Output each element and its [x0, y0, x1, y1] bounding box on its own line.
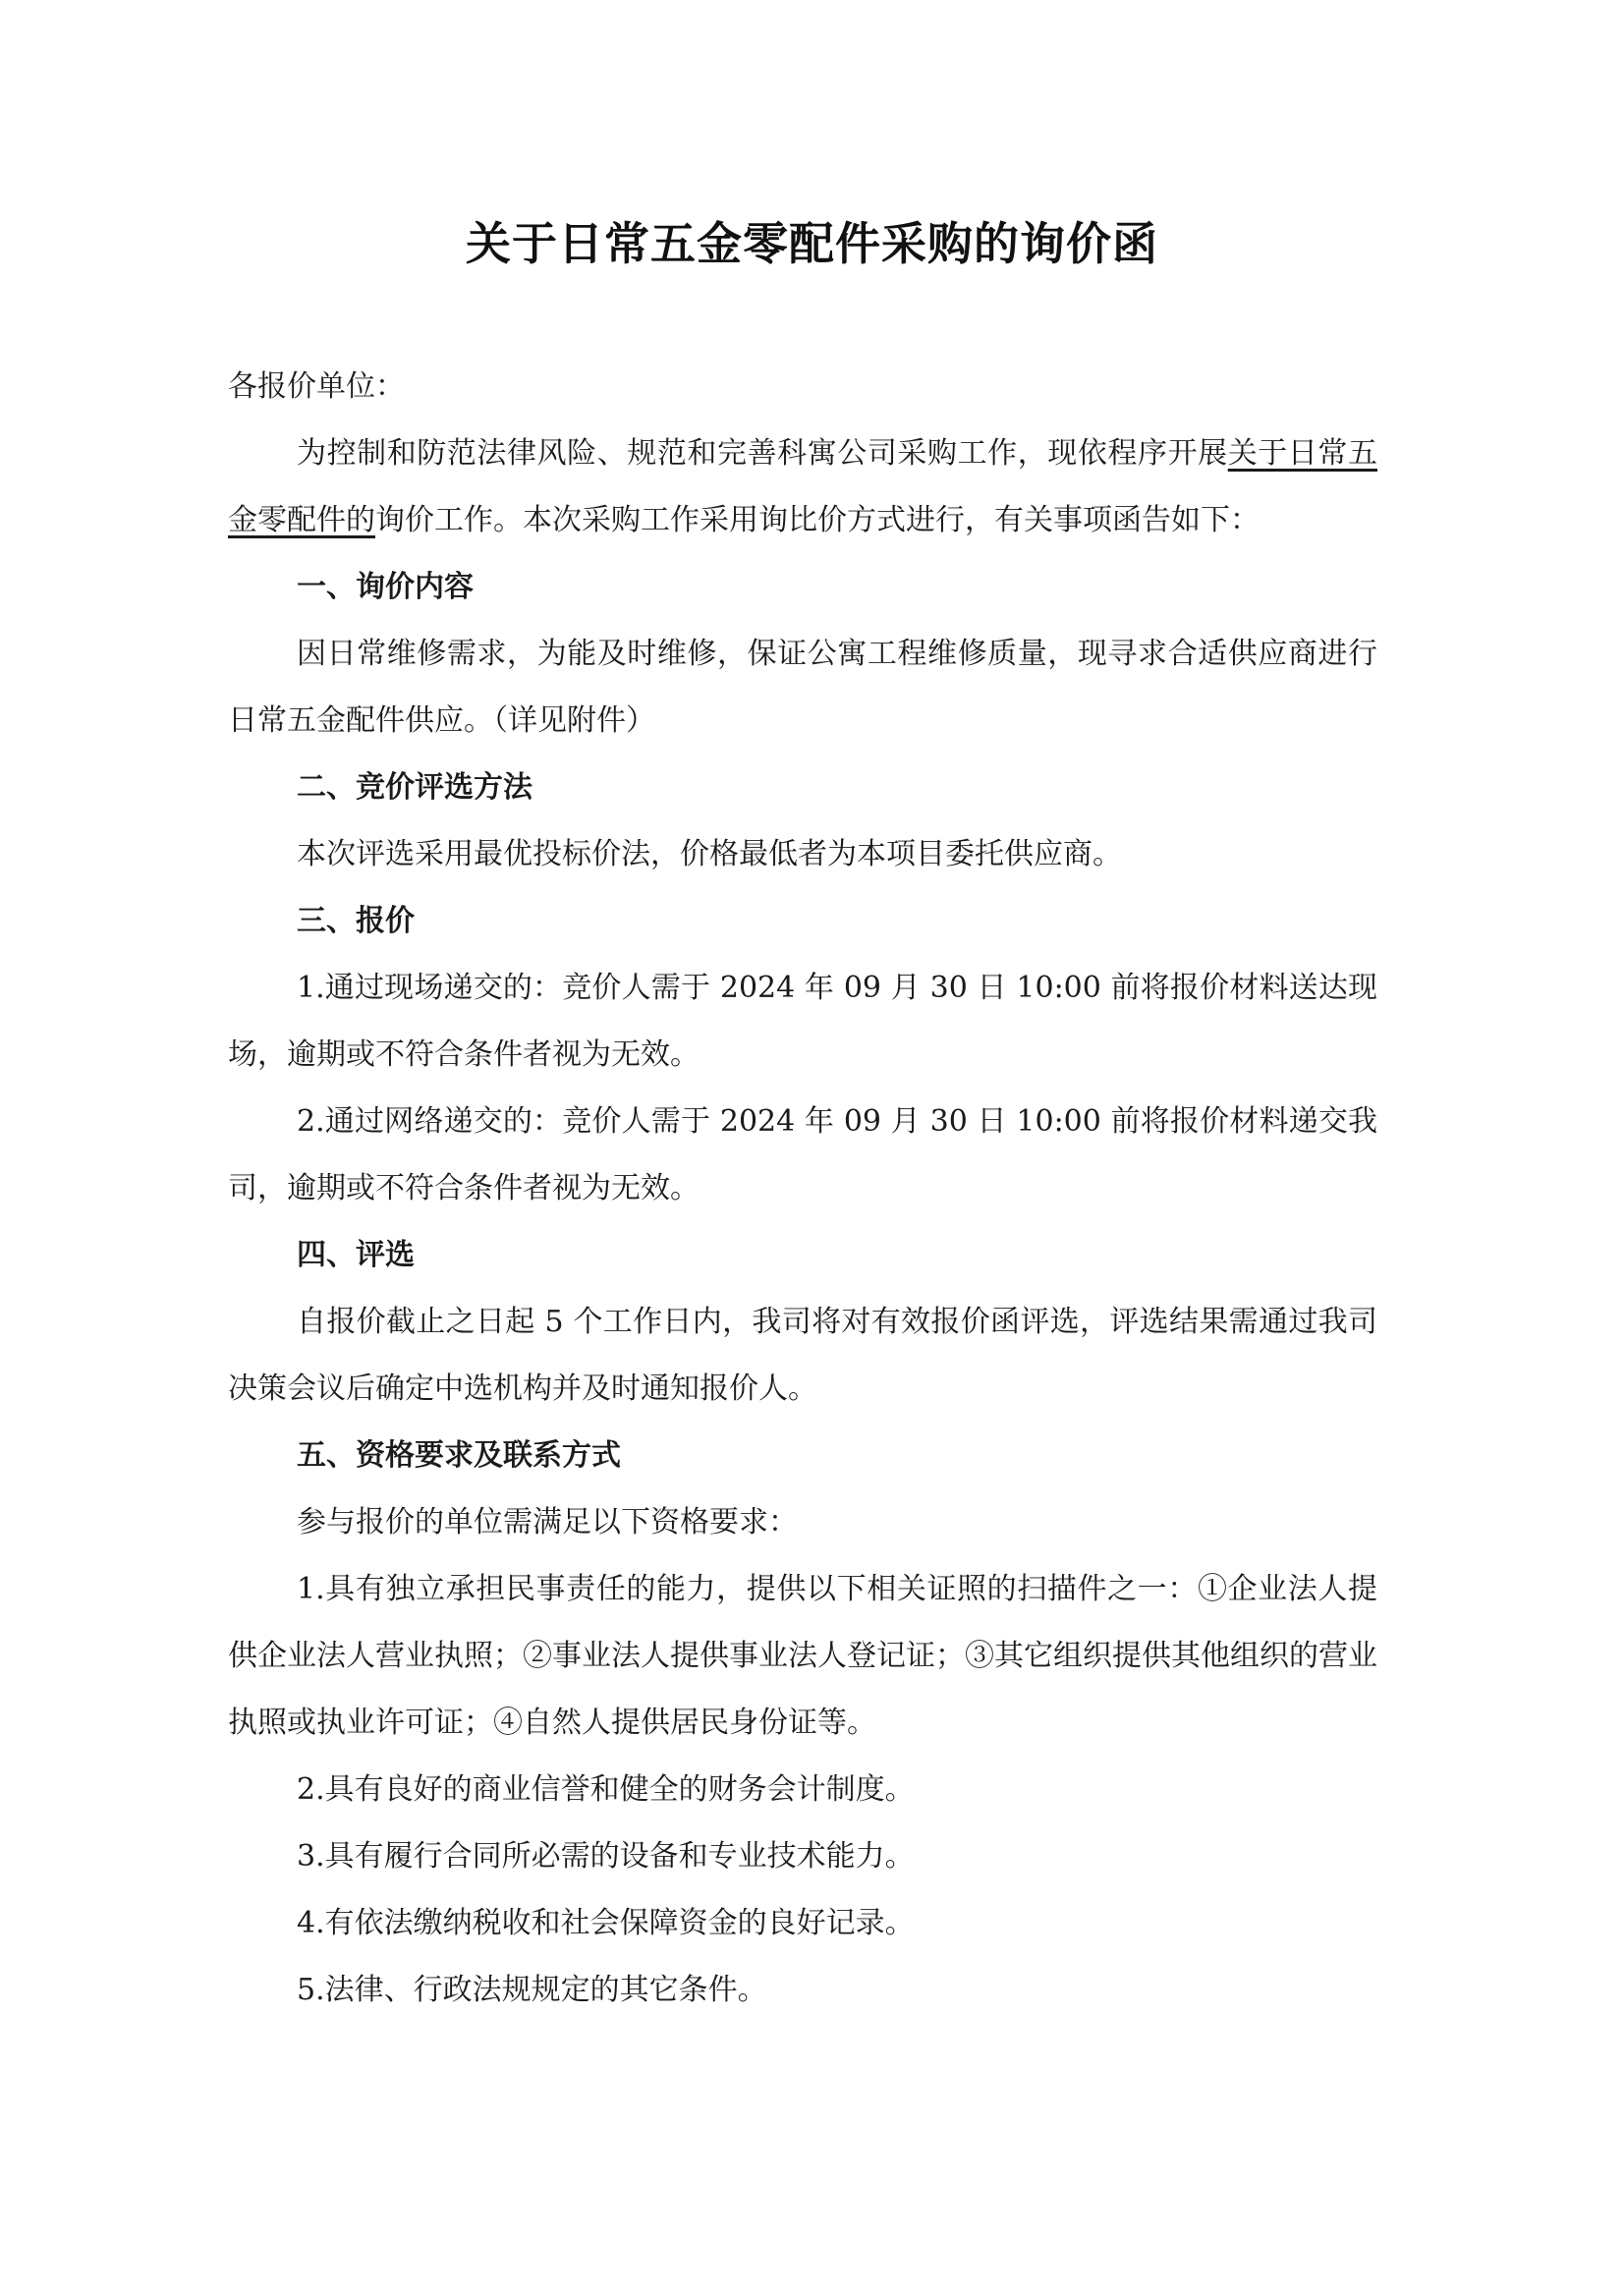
- document-body: [228, 354, 1377, 2024]
- section-paragraph: 参与报价的单位需满足以下资格要求：: [297, 1505, 798, 1539]
- intro-paragraph: [228, 420, 1377, 554]
- section-heading-selection: 四、评选: [297, 1238, 415, 1272]
- section-heading-inquiry: 一、询价内容: [297, 570, 474, 604]
- section-paragraph: 4.有依法缴纳税收和社会保障资金的良好记录。: [297, 1906, 915, 1940]
- section-paragraph: 自报价截止之日起 5 个工作日内，我司将对有效报价函评选，评选结果需通过我司决策会议后确定中选机构并及时通知报价人。: [228, 1305, 1377, 1406]
- section-paragraph: 5.法律、行政法规规定的其它条件。: [297, 1973, 767, 2007]
- intro-text-after: 询价工作。本次采购工作采用询比价方式进行，有关事项函告如下：: [375, 503, 1260, 537]
- section-paragraph: 3.具有履行合同所必需的设备和专业技术能力。: [297, 1839, 915, 1874]
- section-paragraph: 1.具有独立承担民事责任的能力，提供以下相关证照的扫描件之一：①企业法人提供企业法人营业执照；②事业法人提供事业法人登记证；③其它组织提供其他组织的营业执照或执业许可证；④自然人提供居民身份证等。: [228, 1572, 1377, 1740]
- document-title: 关于日常五金零配件采购的询价函: [466, 217, 1158, 270]
- section-paragraph: 2.通过网络递交的：竞价人需于 2024 年 09 月 30 日 10:00 前将报价材料递交我司，逾期或不符合条件者视为无效。: [228, 1104, 1377, 1205]
- intro-underlined-project: 关于日常五金零配件的: [228, 436, 1378, 537]
- section-heading-evaluation-method: 二、竞价评选方法: [297, 770, 532, 805]
- section-paragraph: 2.具有良好的商业信誉和健全的财务会计制度。: [297, 1772, 915, 1807]
- section-paragraph: 因日常维修需求，为能及时维修，保证公寓工程维修质量，现寻求合适供应商进行日常五金配件供应。（详见附件）: [228, 637, 1377, 738]
- section-heading-qualifications: 五、资格要求及联系方式: [297, 1438, 621, 1473]
- section-paragraph: 1.通过现场递交的：竞价人需于 2024 年 09 月 30 日 10:00 前将报价材料送达现场，逾期或不符合条件者视为无效。: [228, 971, 1377, 1072]
- section-paragraph: 本次评选采用最优投标价法，价格最低者为本项目委托供应商。: [297, 837, 1122, 871]
- intro-text-before: 为控制和防范法律风险、规范和完善科寓公司采购工作，现依程序开展: [297, 436, 1228, 471]
- salutation: 各报价单位：: [228, 369, 405, 404]
- section-heading-quotation: 三、报价: [297, 904, 415, 938]
